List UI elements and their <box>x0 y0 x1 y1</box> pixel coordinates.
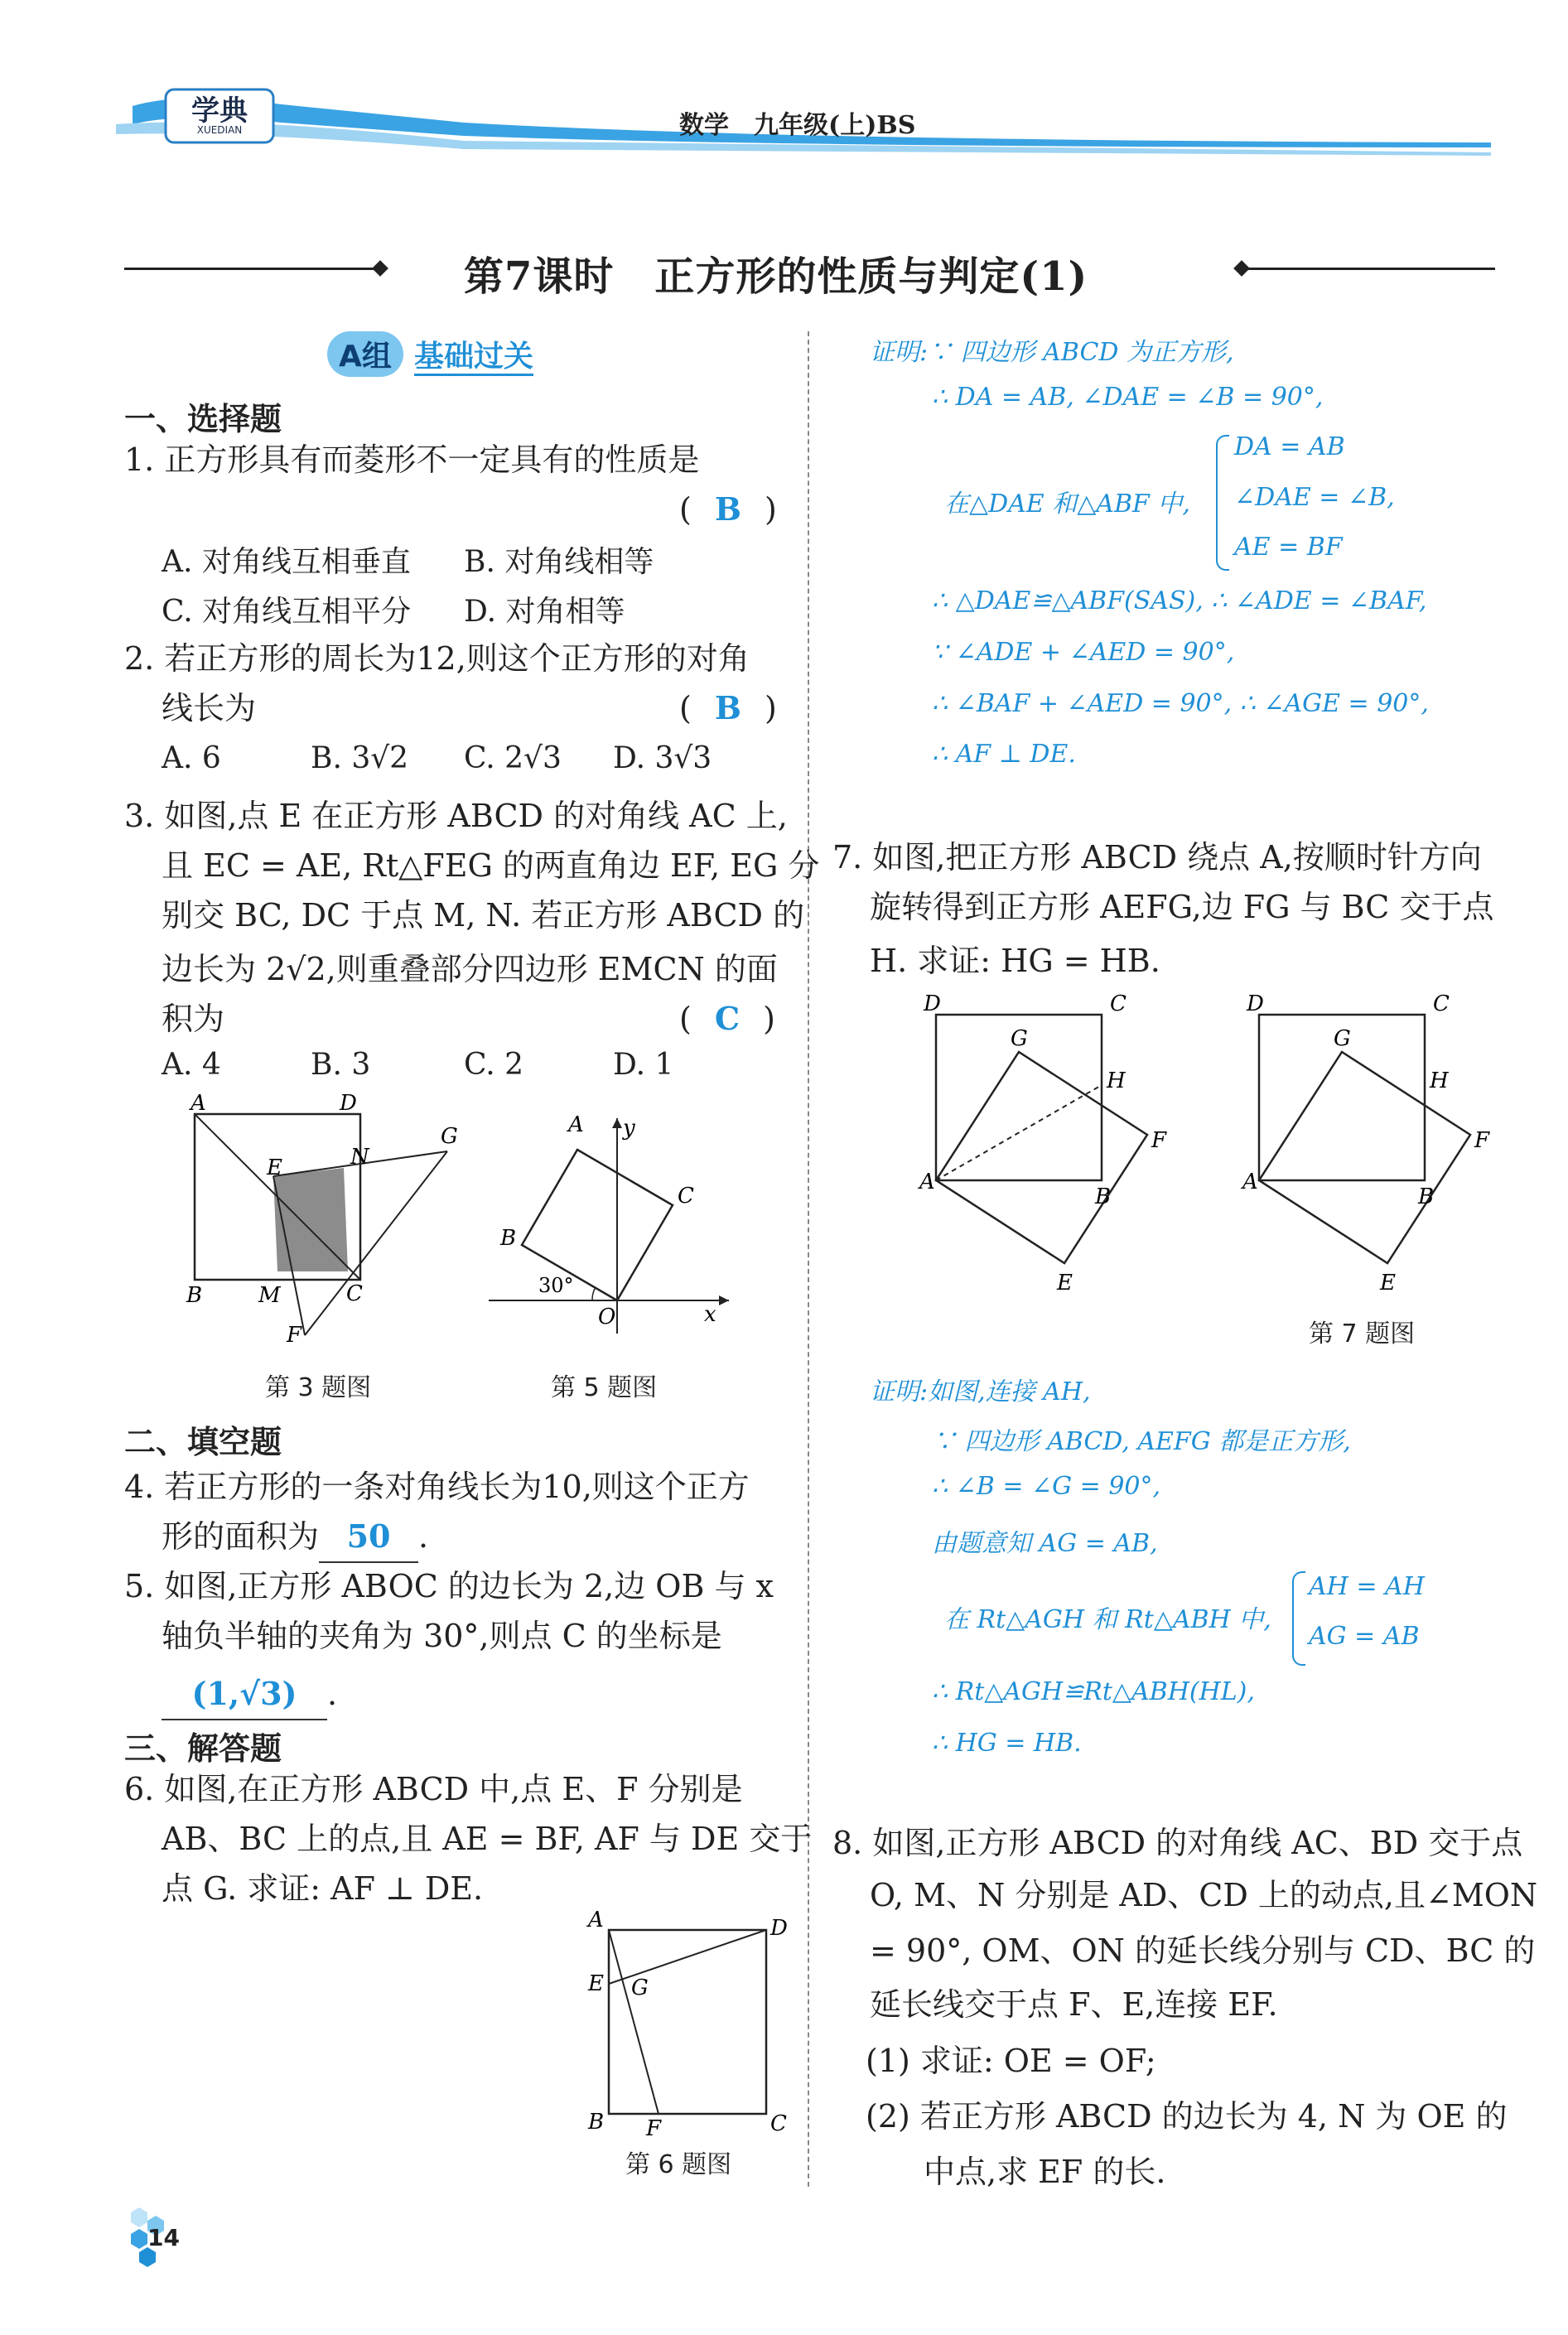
q3-line5: 积为 <box>162 1001 225 1037</box>
proof6-line4: ∴ △DAE≌△ABF(SAS), ∴ ∠ADE = ∠BAF, <box>932 586 1427 615</box>
fig3-label-m: M <box>258 1283 281 1308</box>
fig3-label-f: F <box>287 1323 302 1348</box>
proof7-line6: ∴ Rt△AGH≌Rt△ABH(HL), <box>932 1677 1255 1706</box>
q5-line2: 轴负半轴的夹角为 30°,则点 C 的坐标是 <box>162 1618 722 1654</box>
fig3-label-d: D <box>340 1093 357 1116</box>
q2-answer-bracket: ( B ) <box>679 689 777 726</box>
group-badge <box>327 331 533 377</box>
fig7-right-label-e: E <box>1380 1271 1396 1295</box>
q8-line4: 延长线交于点 F、E,连接 EF. <box>870 1986 1278 2023</box>
proof6-cond3: AE = BF <box>1234 533 1343 562</box>
fig5-label-b: B <box>500 1226 517 1251</box>
fig7-left-label-g: G <box>1011 1026 1028 1051</box>
fig3-label-e: E <box>267 1155 282 1180</box>
fig6-label-d: D <box>770 1916 788 1941</box>
fig5-label-angle: 30° <box>538 1274 574 1297</box>
q5-line3 <box>162 1669 337 1720</box>
q3-option-c: C. 2 <box>464 1048 524 1082</box>
fig5-caption: 第 5 题图 <box>551 1373 658 1402</box>
fig7-left-label-c: C <box>1110 991 1127 1016</box>
fig6-af <box>609 1930 659 2114</box>
q1-option-d: D. 对角相等 <box>464 595 625 629</box>
q8-part2-cont: 中点,求 EF 的长. <box>924 2154 1166 2190</box>
fig7-right-label-f: F <box>1474 1128 1490 1153</box>
proof6-line5: ∵ ∠ADE + ∠AED = 90°, <box>932 638 1235 667</box>
q5-line1: 5. 如图,正方形 ABOC 的边长为 2,边 OB 与 x <box>124 1568 774 1604</box>
fig5-angle-arc <box>592 1287 596 1300</box>
fig6-label-a: A <box>588 1908 604 1932</box>
fig7-left-label-a: A <box>919 1170 935 1194</box>
q2-line1: 2. 若正方形的周长为12,则这个正方形的对角 <box>124 640 750 677</box>
fig7-right <box>1241 991 1490 1295</box>
fig3-label-n: N <box>350 1145 369 1170</box>
fig7-left-label-d: D <box>924 991 941 1016</box>
proof6-cond2: ∠DAE = ∠B, <box>1234 483 1395 512</box>
q1-text: 1. 正方形具有而菱形不一定具有的性质是 <box>124 441 700 478</box>
q6-line3: 点 G. 求证: AF ⊥ DE. <box>162 1870 484 1907</box>
figure-3 <box>182 1093 480 1358</box>
page-title: 第7课时 正方形的性质与判定(1) <box>464 253 1088 300</box>
q8-part1: (1) 求证: OE = OF; <box>866 2043 1156 2079</box>
proof6-line2: ∴ DA = AB, ∠DAE = ∠B = 90°, <box>932 383 1324 412</box>
q3-option-d: D. 1 <box>613 1048 674 1082</box>
q4-end: . <box>418 1518 429 1555</box>
title-rule-right <box>1242 268 1495 270</box>
q4-line2 <box>162 1512 428 1563</box>
group-badge-label: A组 <box>327 331 403 377</box>
fig6-label-f: F <box>646 2116 662 2137</box>
section-choice: 一、选择题 <box>124 401 282 437</box>
fig5-label-x: x <box>704 1302 716 1327</box>
proof6-line7: ∴ AF ⊥ DE. <box>932 740 1076 769</box>
fig7-right-label-d: D <box>1247 991 1264 1016</box>
q3-option-b: B. 3 <box>311 1048 371 1082</box>
q8-line3: = 90°, OM、ON 的延长线分别与 CD、BC 的 <box>870 1932 1536 1969</box>
proof6-line6: ∴ ∠BAF + ∠AED = 90°, ∴ ∠AGE = 90°, <box>932 689 1429 718</box>
fig7-left <box>918 991 1167 1295</box>
proof7-line2: ∵ 四边形 ABCD, AEFG 都是正方形, <box>932 1427 1351 1456</box>
fig7-right-label-a: A <box>1242 1170 1258 1194</box>
fig6-caption: 第 6 题图 <box>625 2150 732 2179</box>
q3-option-a: A. 4 <box>162 1048 221 1082</box>
fig7-left-ah <box>936 1085 1102 1180</box>
fig5-y-arrow <box>612 1118 622 1128</box>
fig6-label-e: E <box>588 1971 604 1996</box>
proof6-line3: 在△DAE 和△ABF 中, <box>944 490 1190 519</box>
fig3-label-b: B <box>186 1283 203 1308</box>
fig6-label-c: C <box>770 2111 787 2136</box>
q8-part2: (2) 若正方形 ABCD 的边长为 4, N 为 OE 的 <box>866 2098 1508 2135</box>
logo: 学典 <box>191 94 248 128</box>
proof6-brace <box>1216 435 1229 571</box>
fig3-label-c: C <box>346 1281 363 1306</box>
fig5-label-c: C <box>678 1184 694 1209</box>
q1-option-b: B. 对角线相等 <box>464 545 654 579</box>
fig7-left-label-b: B <box>1095 1184 1112 1209</box>
fig7-left-label-h: H <box>1107 1069 1126 1093</box>
group-title: 基础过关 <box>414 340 533 376</box>
q7-line1: 7. 如图,把正方形 ABCD 绕点 A,按顺时针方向 <box>832 839 1482 876</box>
fig7-right-label-h: H <box>1430 1069 1449 1093</box>
proof6-line1: 证明:∵ 四边形 ABCD 为正方形, <box>870 338 1234 367</box>
q3-answer-bracket: ( C ) <box>679 1000 775 1037</box>
header-subject: 数学 九年级(上)BS <box>679 111 916 140</box>
proof7-cond2: AG = AB <box>1309 1622 1420 1651</box>
q2-answer: B <box>714 689 741 726</box>
fig5-label-o: O <box>598 1305 616 1329</box>
fig7-left-label-e: E <box>1057 1271 1073 1295</box>
figure-6 <box>580 1905 795 2137</box>
fig7-right-label-b: B <box>1418 1184 1435 1209</box>
fig5-label-y: y <box>623 1116 635 1141</box>
proof7-line1: 证明:如图,连接 AH, <box>870 1377 1091 1406</box>
q2-line2: 线长为 <box>162 690 257 726</box>
header <box>116 83 1508 157</box>
q3-line3: 别交 BC, DC 于点 M, N. 若正方形 ABCD 的 <box>162 897 805 934</box>
proof7-line4: 由题意知 AG = AB, <box>932 1529 1158 1558</box>
section-fill: 二、填空题 <box>124 1424 282 1460</box>
q4-answer: 50 <box>319 1512 418 1563</box>
proof7-line5: 在 Rt△AGH 和 Rt△ABH 中, <box>944 1605 1271 1634</box>
q1-option-c: C. 对角线互相平分 <box>162 595 412 629</box>
figure-7 <box>911 990 1508 1296</box>
fig7-caption: 第 7 题图 <box>1309 1319 1416 1348</box>
q5-end: . <box>327 1676 338 1712</box>
column-divider <box>808 331 809 2187</box>
proof7-cond1: AH = AH <box>1309 1572 1425 1601</box>
title-diamond-left <box>372 260 388 277</box>
fig7-left-label-f: F <box>1151 1128 1167 1153</box>
q4-line2-text: 形的面积为 <box>162 1518 320 1555</box>
fig6-label-g: G <box>631 1976 649 2000</box>
q1-option-a: A. 对角线互相垂直 <box>162 545 411 579</box>
q4-line1: 4. 若正方形的一条对角线长为10,则这个正方 <box>124 1469 750 1505</box>
q3-line1: 3. 如图,点 E 在正方形 ABCD 的对角线 AC 上, <box>124 798 788 834</box>
q3-answer: C <box>714 1000 741 1037</box>
title-rule-left <box>124 268 381 270</box>
q6-line1: 6. 如图,在正方形 ABCD 中,点 E、F 分别是 <box>124 1771 743 1807</box>
proof7-brace <box>1292 1571 1305 1666</box>
proof7-line7: ∴ HG = HB. <box>932 1729 1082 1758</box>
proof6-cond1: DA = AB <box>1234 432 1345 461</box>
fig6-label-b: B <box>588 2110 605 2135</box>
section-solve: 三、解答题 <box>124 1730 282 1767</box>
q7-line2: 旋转得到正方形 AEFG,边 FG 与 BC 交于点 <box>870 889 1494 925</box>
q3-line2: 且 EC = AE, Rt△FEG 的两直角边 EF, EG 分 <box>162 847 820 884</box>
figure-5 <box>489 1110 737 1342</box>
q3-line4: 边长为 2√2,则重叠部分四边形 EMCN 的面 <box>162 951 778 987</box>
fig3-label-a: A <box>191 1093 206 1116</box>
q8-line2: O, M、N 分别是 AD、CD 上的动点,且∠MON <box>870 1877 1538 1913</box>
page-number: 14 <box>147 2224 180 2251</box>
q2-option-b: B. 3√2 <box>311 741 409 775</box>
q2-option-d: D. 3√3 <box>613 741 712 775</box>
q8-line1: 8. 如图,正方形 ABCD 的对角线 AC、BD 交于点 <box>832 1825 1523 1861</box>
q2-option-c: C. 2√3 <box>464 741 562 775</box>
q1-answer-bracket: ( B ) <box>679 490 777 528</box>
q2-option-a: A. 6 <box>162 741 221 775</box>
fig5-label-a: A <box>568 1112 584 1137</box>
proof7-line3: ∴ ∠B = ∠G = 90°, <box>932 1472 1161 1501</box>
logo-sub: XUEDIAN <box>196 124 243 136</box>
fig3-caption: 第 3 题图 <box>265 1373 372 1402</box>
q5-answer: (1,√3) <box>162 1669 327 1720</box>
q6-line2: AB、BC 上的点,且 AE = BF, AF 与 DE 交于 <box>162 1821 813 1857</box>
fig5-x-arrow <box>719 1295 729 1305</box>
q7-line3: H. 求证: HG = HB. <box>870 943 1160 979</box>
fig3-label-g: G <box>441 1124 458 1149</box>
fig7-right-label-g: G <box>1334 1026 1351 1051</box>
q1-answer: B <box>714 490 741 528</box>
fig7-right-label-c: C <box>1433 991 1450 1016</box>
